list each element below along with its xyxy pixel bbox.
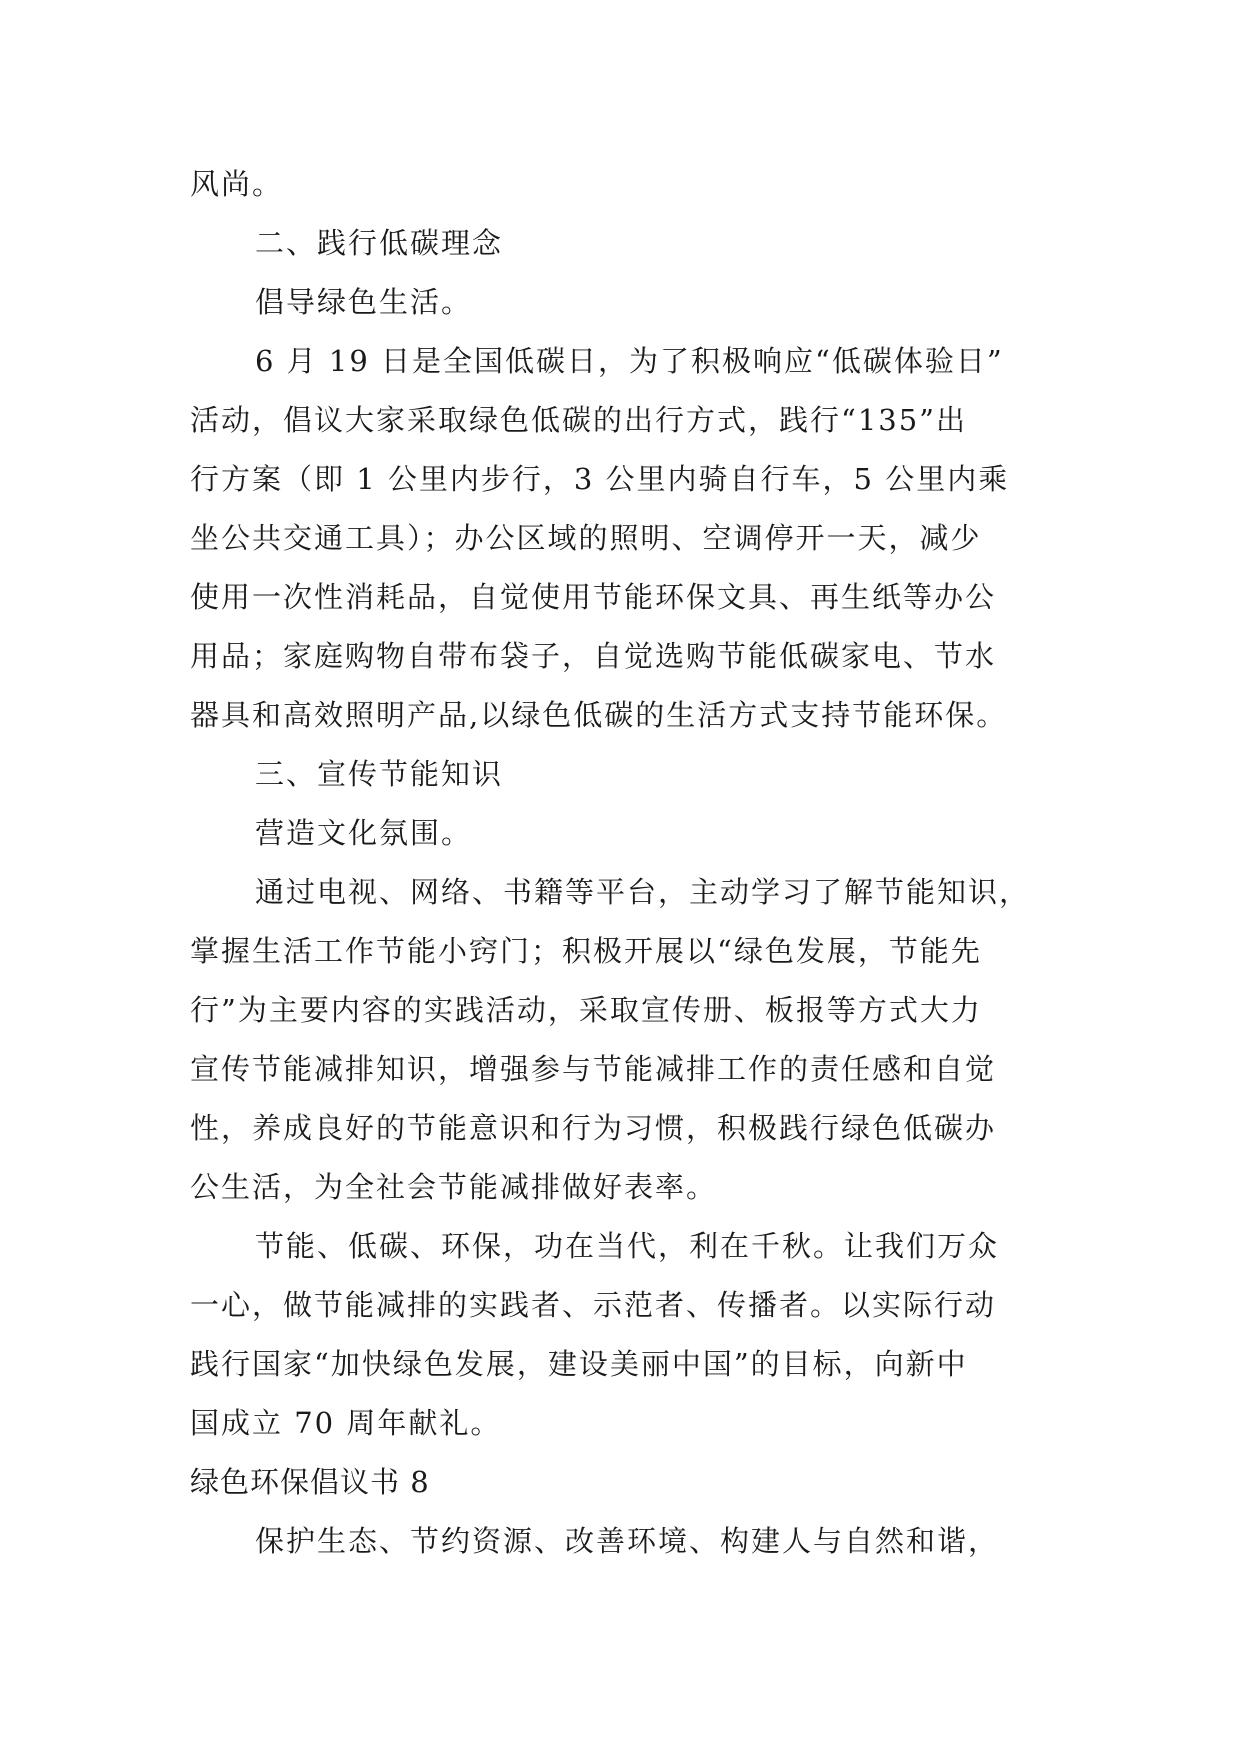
paragraph-line: 通过电视、网络、书籍等平台，主动学习了解节能知识， — [255, 875, 1031, 909]
paragraph-line: 一心，做节能减排的实践者、示范者、传播者。以实际行动 — [190, 1288, 997, 1322]
document-body — [190, 155, 1052, 1571]
paragraph-line: 坐公共交通工具）；办公区域的照明、空调停开一天，减少 — [190, 521, 982, 555]
paragraph-line: 器具和高效照明产品,以绿色低碳的生活方式支持节能环保。 — [190, 698, 1008, 732]
paragraph-line: 节能、低碳、环保，功在当代，利在千秋。让我们万众 — [255, 1229, 1000, 1263]
section-heading: 二、践行低碳理念 — [255, 226, 504, 260]
paragraph-line: 6 月 19 日是全国低碳日，为了积极响应“低碳体验日” — [255, 344, 1004, 378]
paragraph-line: 保护生态、节约资源、改善环境、构建人与自然和谐， — [255, 1524, 1000, 1558]
paragraph-proposal-8 — [190, 1512, 1052, 1571]
section-subheading: 倡导绿色生活。 — [255, 285, 473, 319]
paragraph-low-carbon — [190, 332, 1052, 745]
paragraph-line: 宣传节能减排知识，增强参与节能减排工作的责任感和自觉 — [190, 1052, 997, 1086]
paragraph-line: 行”为主要内容的实践活动，采取宣传册、板报等方式大力 — [190, 993, 982, 1027]
paragraph-line: 活动，倡议大家采取绿色低碳的出行方式，践行“135”出 — [190, 403, 968, 437]
paragraph-line: 掌握生活工作节能小窍门；积极开展以“绿色发展，节能先 — [190, 934, 982, 968]
paragraph-conclusion — [190, 1217, 1052, 1453]
paragraph-publicity — [190, 863, 1052, 1217]
paragraph-line: 性，养成良好的节能意识和行为习惯，积极践行绿色低碳办 — [190, 1111, 997, 1145]
paragraph-line: 公生活，为全社会节能减排做好表率。 — [190, 1170, 718, 1204]
paragraph-line: 使用一次性消耗品，自觉使用节能环保文具、再生纸等办公 — [190, 580, 997, 614]
text-line: 风尚。 — [190, 167, 284, 201]
document-section-title: 绿色环保倡议书 8 — [190, 1465, 430, 1499]
paragraph-line: 国成立 70 周年献礼。 — [190, 1406, 502, 1440]
paragraph-line: 用品；家庭购物自带布袋子，自觉选购节能低碳家电、节水 — [190, 639, 997, 673]
section-subheading: 营造文化氛围。 — [255, 816, 473, 850]
paragraph-line: 行方案（即 1 公里内步行，3 公里内骑自行车，5 公里内乘 — [190, 462, 1010, 496]
section-heading: 三、宣传节能知识 — [255, 757, 504, 791]
paragraph-line: 践行国家“加快绿色发展，建设美丽中国”的目标，向新中 — [190, 1347, 968, 1381]
